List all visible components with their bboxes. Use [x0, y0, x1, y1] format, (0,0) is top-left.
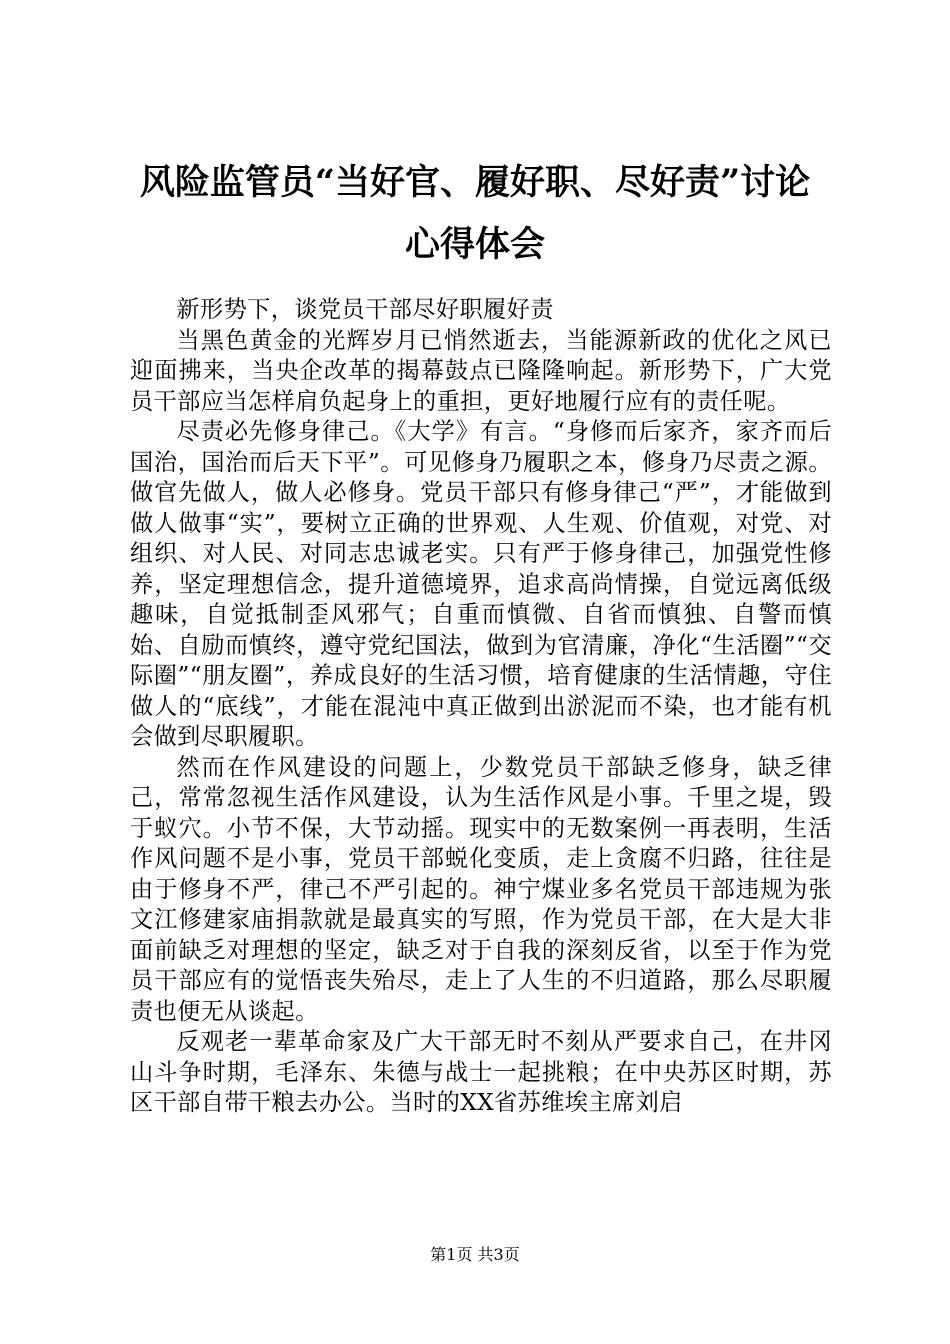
paragraph: 然而在作风建设的问题上，少数党员干部缺乏修身，缺乏律己，常常忽视生活作风建设，认为生活作风是小事。千里之堤，毁于蚁穴。小节不保，大节动摇。现实中的无数案例一再表明，生活作风问题不是小事，党员干部蜕化变质，走上贪腐不归路，往往是由于修身不严，律己不严引起的。神宁煤业多名党员干部违规为张文江修建家庙捐款就是最真实的写照，作为党员干部，在大是大非面前缺乏对理想的坚定，缺乏对于自我的深刻反省，以至于作为党员干部应有的觉悟丧失殆尽，走上了人生的不归道路，那么尽职履责也便无从谈起。 — [130, 753, 832, 1025]
paragraph-subheading: 新形势下，谈党员干部尽好职履好责 — [176, 296, 554, 323]
page-number-footer: 第1页 共3页 — [430, 1245, 520, 1264]
paragraph: 反观老一辈革命家及广大干部无时不刻从严要求自己，在井冈山斗争时期，毛泽东、朱德与战士一起挑粮；在中央苏区时期，苏区干部自带干粮去办公。当时的XX省苏维埃主席刘启 — [130, 1028, 832, 1116]
paragraph: 尽责必先修身律己。《大学》有言。“身修而后家齐，家齐而后国治，国治而后天下平”。可见修身乃履职之本，修身乃尽责之源。做官先做人，做人必修身。党员干部只有修身律己“严”，才能做到做人做事“实”，要树立正确的世界观、人生观、价值观，对党、对组织、对人民、对同志忠诚老实。只有严于修身律己，加强党性修养，坚定理想信念，提升道德境界，追求高尚情操，自觉远离低级趣味，自觉抵制歪风邪气；自重而慎微、自省而慎独、自警而慎始、自励而慎终，遵守党纪国法，做到为官清廉，净化“生活圈”“交际圈”“朋友圈”，养成良好的生活习惯，培育健康的生活情趣，守住做人的“底线”，才能在混沌中真正做到出淤泥而不染，也才能有机会做到尽职履职。 — [130, 418, 832, 750]
document-title-line-1: 风险监管员“当好官、履好职、尽好责”讨论 — [139, 162, 811, 203]
document-body — [130, 295, 832, 1119]
document-title-line-2: 心得体会 — [404, 224, 545, 265]
paragraph: 当黑色黄金的光辉岁月已悄然逝去，当能源新政的优化之风已迎面拂来，当央企改革的揭幕鼓点已隆隆响起。新形势下，广大党员干部应当怎样肩负起身上的重担，更好地履行应有的责任呢。 — [130, 326, 832, 415]
